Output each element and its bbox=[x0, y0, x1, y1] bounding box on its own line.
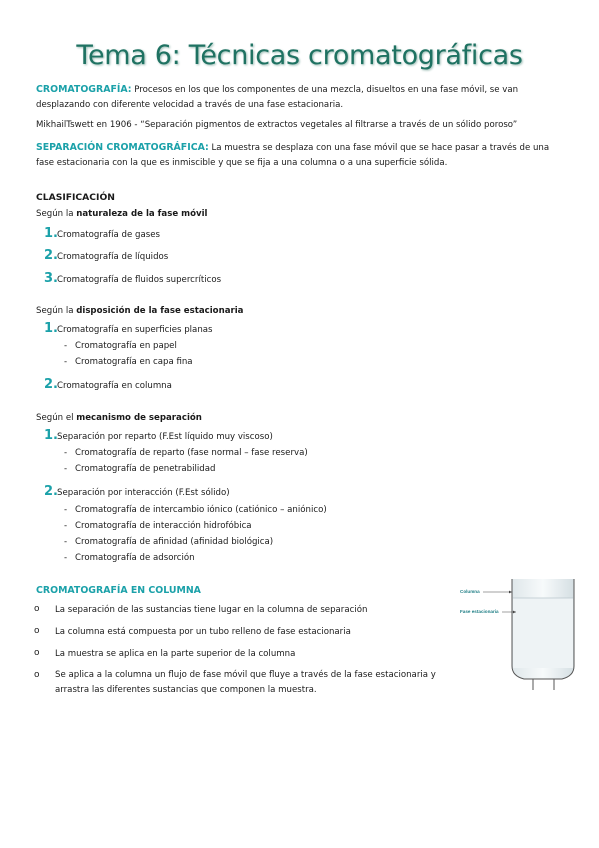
item-number: 1. bbox=[44, 321, 58, 336]
dash-bullet: - bbox=[64, 341, 68, 351]
item-number: 3. bbox=[44, 271, 58, 286]
circle-bullet: o bbox=[34, 626, 40, 636]
figure-label-columna: Columna bbox=[460, 589, 480, 594]
group-heading-bold: mecanismo de separación bbox=[76, 413, 202, 423]
dash-bullet: - bbox=[64, 357, 68, 367]
group-fase-movil-heading bbox=[36, 209, 208, 219]
sub-list-item: Cromatografía de penetrabilidad bbox=[75, 464, 216, 474]
circle-bullet: o bbox=[34, 604, 40, 614]
figure-label-fase: Fase estacionaria bbox=[460, 609, 499, 614]
cromatografia-definition bbox=[36, 82, 566, 113]
group-heading-bold: naturaleza de la fase móvil bbox=[76, 209, 208, 219]
dash-bullet: - bbox=[64, 521, 68, 531]
list-item: Separación por interacción (F.Est sólido) bbox=[57, 488, 230, 498]
list-item: Cromatografía en columna bbox=[57, 381, 172, 391]
separacion-def: La muestra se desplaza con una fase móvil que se hace pasar a través de una fase estacionaria con la que es inmiscible y que se fija a una columna o a una superficie sólida. bbox=[36, 143, 550, 168]
sub-list-item: Cromatografía en papel bbox=[75, 341, 177, 351]
stationary-phase bbox=[513, 598, 573, 668]
columna-item: La columna está compuesta por un tubo relleno de fase estacionaria bbox=[55, 627, 351, 637]
item-number: 2. bbox=[44, 484, 58, 499]
list-item: Cromatografía en superficies planas bbox=[57, 325, 213, 335]
sub-list-item: Cromatografía de reparto (fase normal – fase reserva) bbox=[75, 448, 308, 458]
sub-list-item: Cromatografía de afinidad (afinidad biológica) bbox=[75, 537, 274, 547]
group-fase-estacionaria-heading bbox=[36, 306, 243, 316]
circle-bullet: o bbox=[34, 648, 40, 658]
sub-list-item: Cromatografía de adsorción bbox=[75, 553, 195, 563]
page-title: Tema 6: Técnicas cromatográficas bbox=[76, 40, 523, 71]
history-note: MikhailTswett en 1906 - “Separación pigmentos de extractos vegetales al filtrarse a través de un sólido poroso” bbox=[36, 120, 518, 130]
cromatografia-term: CROMATOGRAFÍA: bbox=[36, 84, 132, 95]
dash-bullet: - bbox=[64, 537, 68, 547]
group-heading-prefix: Según la bbox=[36, 209, 77, 219]
circle-bullet: o bbox=[34, 670, 40, 680]
separacion-definition bbox=[36, 140, 566, 171]
sub-list-item: Cromatografía de intercambio iónico (catiónico – aniónico) bbox=[75, 505, 327, 515]
columna-item: Se aplica a la columna un flujo de fase móvil que fluye a través de la fase estacionaria y arrastra las diferentes sustancias que componen la muestra. bbox=[55, 670, 436, 695]
columna-item: La muestra se aplica en la parte superior de la columna bbox=[55, 649, 296, 659]
dash-bullet: - bbox=[64, 464, 68, 474]
column-figure bbox=[458, 576, 578, 691]
dash-bullet: - bbox=[64, 553, 68, 563]
columna-heading: CROMATOGRAFÍA EN COLUMNA bbox=[36, 585, 201, 596]
list-item: Cromatografía de gases bbox=[57, 230, 160, 240]
dash-bullet: - bbox=[64, 448, 68, 458]
list-item: Cromatografía de fluidos supercríticos bbox=[57, 275, 222, 285]
item-number: 1. bbox=[44, 226, 58, 241]
group-heading-prefix: Según la bbox=[36, 306, 77, 316]
columna-item: La separación de las sustancias tiene lugar en la columna de separación bbox=[55, 605, 368, 615]
separacion-term: SEPARACIÓN CROMATOGRÁFICA: bbox=[36, 142, 209, 153]
clasificacion-heading: CLASIFICACIÓN bbox=[36, 192, 115, 203]
cromatografia-def: Procesos en los que los componentes de una mezcla, disueltos en una fase móvil, se van desplazando con diferente velocidad a través de una fase estacionaria. bbox=[36, 85, 519, 110]
dash-bullet: - bbox=[64, 505, 68, 515]
item-number: 1. bbox=[44, 428, 58, 443]
group-mecanismo-heading bbox=[36, 413, 202, 423]
list-item: Cromatografía de líquidos bbox=[57, 252, 169, 262]
group-heading-bold: disposición de la fase estacionaria bbox=[76, 306, 244, 316]
group-heading-prefix: Según el bbox=[36, 413, 77, 423]
item-number: 2. bbox=[44, 377, 58, 392]
sub-list-item: Cromatografía en capa fina bbox=[75, 357, 193, 367]
sub-list-item: Cromatografía de interacción hidrofóbica bbox=[75, 521, 252, 531]
list-item: Separación por reparto (F.Est líquido muy viscoso) bbox=[57, 432, 273, 442]
item-number: 2. bbox=[44, 248, 58, 263]
